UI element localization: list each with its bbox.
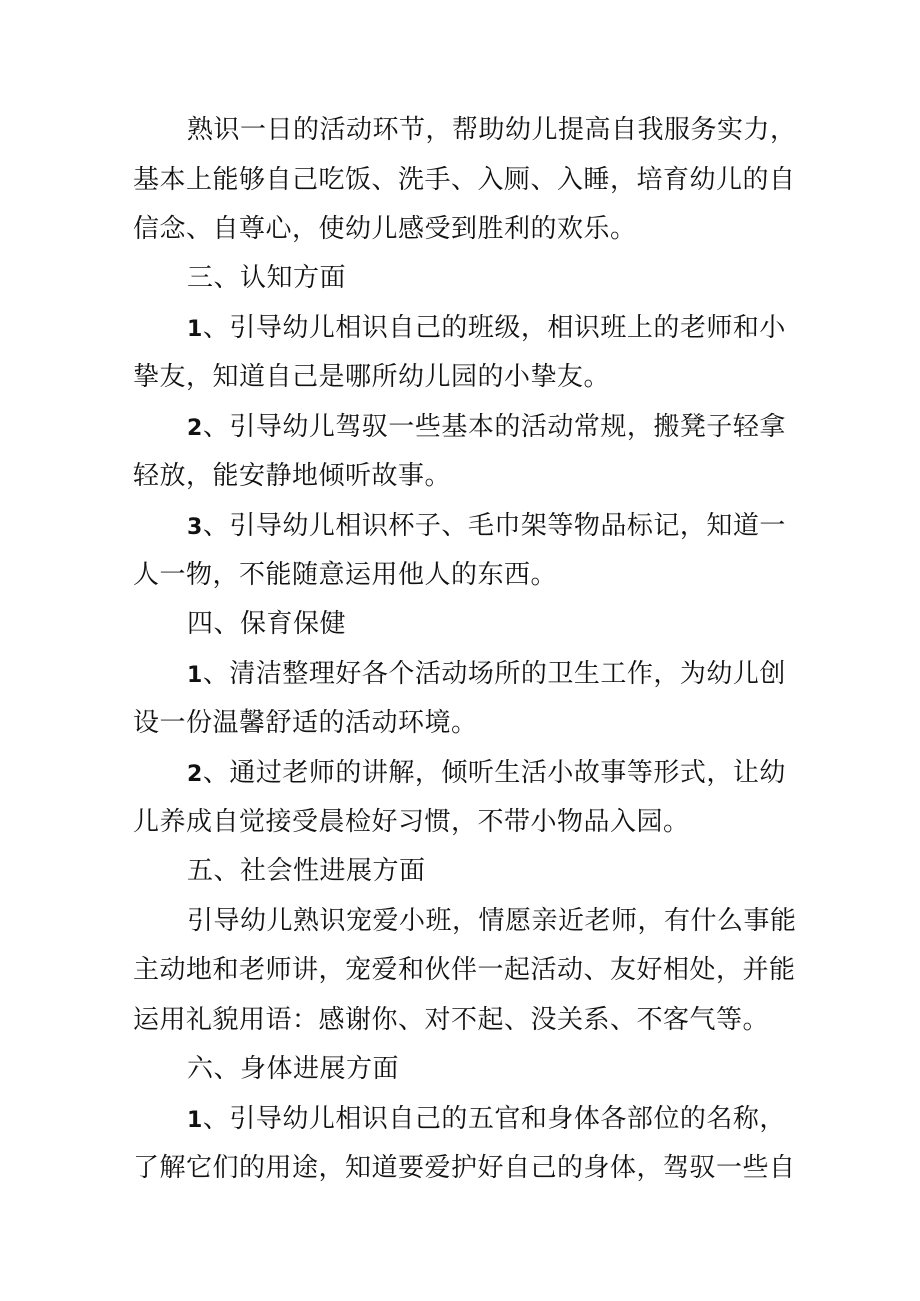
text-line: 儿养成自觉接受晨检好习惯，不带小物品入园。 [133, 807, 690, 837]
section-heading: 五、社会性进展方面 [187, 856, 426, 886]
text-line: 运用礼貌用语：感谢你、对不起、没关系、不客气等。 [133, 1005, 770, 1035]
text-line: 1、清洁整理好各个活动场所的卫生工作，为幼儿创 [187, 659, 786, 689]
section-heading: 三、认知方面 [187, 263, 347, 293]
text-line: 设一份温馨舒适的活动环境。 [133, 708, 478, 738]
text-line: 2、引导幼儿驾驭一些基本的活动常规，搬凳子轻拿 [187, 412, 786, 442]
text-line: 人一物，不能随意运用他人的东西。 [133, 560, 558, 590]
text-line: 了解它们的用途，知道要爱护好自己的身体，驾驭一些自 [133, 1153, 796, 1183]
text-line: 1、引导幼儿相识自己的五官和身体各部位的名称， [187, 1104, 786, 1134]
section-heading: 六、身体进展方面 [187, 1054, 400, 1084]
text-line: 1、引导幼儿相识自己的班级，相识班上的老师和小 [187, 313, 786, 343]
section-heading: 四、保育保健 [187, 609, 347, 639]
text-line: 主动地和老师讲，宠爱和伙伴一起活动、友好相处，并能 [133, 955, 796, 985]
text-line: 基本上能够自己吃饭、洗手、入厕、入睡，培育幼儿的自 [133, 165, 796, 195]
text-line: 信念、自尊心，使幼儿感受到胜利的欢乐。 [133, 214, 637, 244]
text-line: 熟识一日的活动环节，帮助幼儿提高自我服务实力， [187, 115, 797, 145]
text-line: 轻放，能安静地倾听故事。 [133, 461, 452, 491]
text-line: 引导幼儿熟识宠爱小班，情愿亲近老师，有什么事能 [187, 906, 797, 936]
text-line: 挚友，知道自己是哪所幼儿园的小挚友。 [133, 362, 611, 392]
text-line: 3、引导幼儿相识杯子、毛巾架等物品标记，知道一 [187, 511, 786, 541]
text-line: 2、通过老师的讲解，倾听生活小故事等形式，让幼 [187, 758, 786, 788]
